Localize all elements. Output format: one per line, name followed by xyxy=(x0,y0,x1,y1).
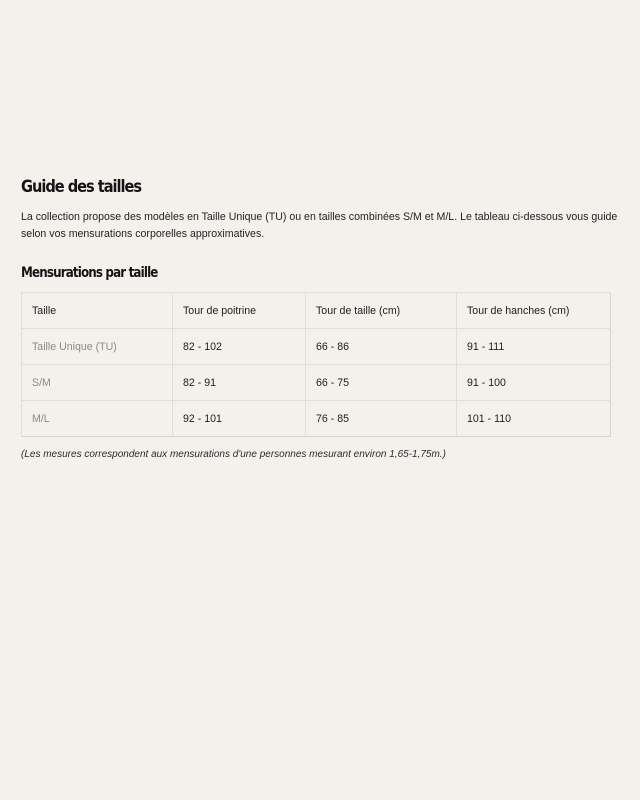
chest-cell: 82 - 102 xyxy=(173,329,306,365)
table-row xyxy=(22,329,611,365)
header-size: Taille xyxy=(22,293,173,329)
waist-cell: 66 - 75 xyxy=(306,365,457,401)
hips-cell: 91 - 111 xyxy=(457,329,611,365)
header-waist: Tour de taille (cm) xyxy=(306,293,457,329)
size-cell: Taille Unique (TU) xyxy=(22,329,173,365)
hips-cell: 91 - 100 xyxy=(457,365,611,401)
table-header-row xyxy=(22,293,611,329)
size-cell: S/M xyxy=(22,365,173,401)
header-hips: Tour de hanches (cm) xyxy=(457,293,611,329)
section-title: Mensurations par taille xyxy=(21,265,158,281)
table-row xyxy=(22,401,611,437)
chest-cell: 82 - 91 xyxy=(173,365,306,401)
size-table xyxy=(21,292,611,437)
chest-cell: 92 - 101 xyxy=(173,401,306,437)
waist-cell: 66 - 86 xyxy=(306,329,457,365)
table-row xyxy=(22,365,611,401)
waist-cell: 76 - 85 xyxy=(306,401,457,437)
hips-cell: 101 - 110 xyxy=(457,401,611,437)
size-cell: M/L xyxy=(22,401,173,437)
page-title: Guide des tailles xyxy=(21,177,142,197)
size-guide xyxy=(21,176,621,460)
header-chest: Tour de poitrine xyxy=(173,293,306,329)
measurement-note: (Les mesures correspondent aux mensurations d'une personnes mesurant environ 1,65-1,75m.) xyxy=(21,449,446,460)
intro-text: La collection propose des modèles en Taille Unique (TU) ou en tailles combinées S/M et M/L. Le tableau ci-dessous vous guide selon vos mensurations corporelles approximatives. xyxy=(21,211,618,240)
